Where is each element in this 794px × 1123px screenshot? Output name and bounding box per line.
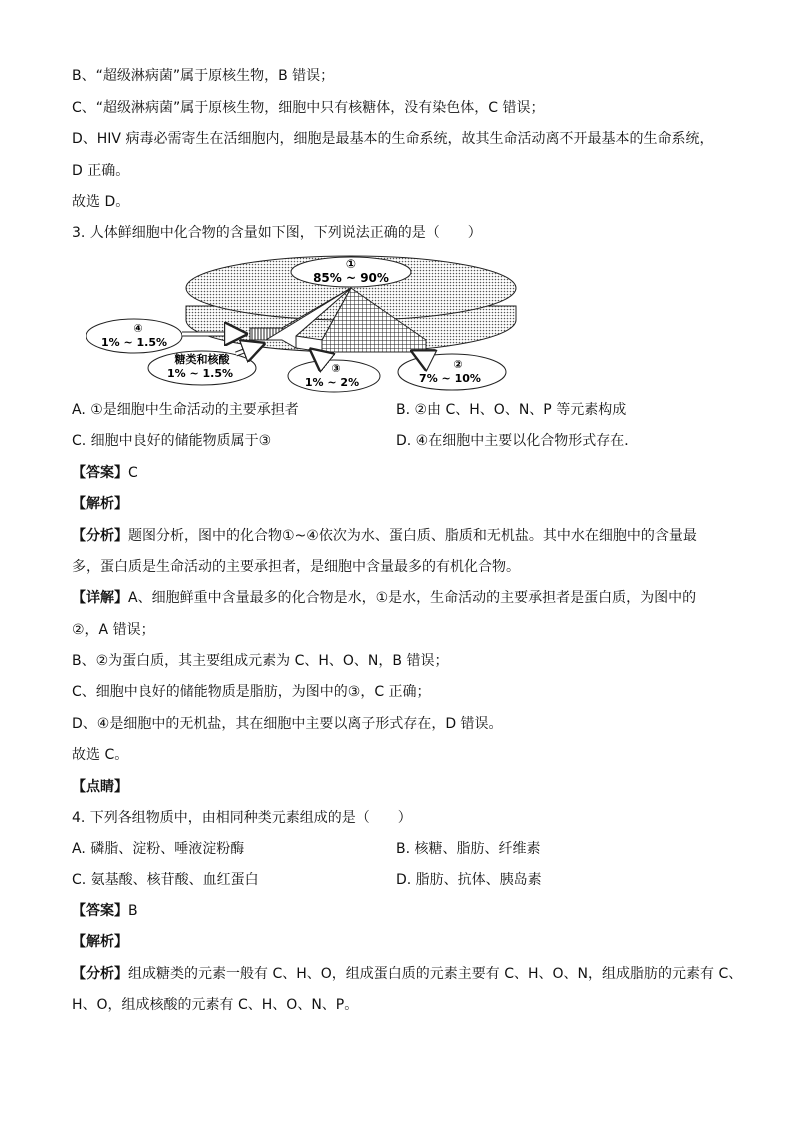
intro-line-d1: D、HIV 病毒必需寄生在活细胞内，细胞是最基本的生命系统，故其生命活动离不开最基本的生命系统，	[72, 131, 714, 147]
q4-answer-value: B	[128, 903, 138, 919]
label-2-mark: ②	[453, 358, 463, 371]
q4-option-d: D. 脂肪、抗体、胰岛素	[396, 872, 542, 888]
q3-option-b: B. ②由 C、H、O、N、P 等元素构成	[396, 402, 627, 418]
q3-fenxi-2: 多，蛋白质是生命活动的主要承担者，是细胞中含量最多的有机化合物。	[72, 559, 520, 575]
q3-analysis-label: 【解析】	[72, 496, 128, 512]
q4-option-a: A. 磷脂、淀粉、唾液淀粉酶	[72, 841, 245, 857]
label-4-range: 1% ~ 1.5%	[100, 336, 168, 349]
q4-fenxi-1	[72, 964, 742, 984]
q3-c-line: C、细胞中良好的储能物质是脂肪，为图中的③，C 正确；	[72, 684, 431, 700]
q3-option-a: A. ①是细胞中生命活动的主要承担者	[72, 402, 299, 418]
label-sugar-range: 1% ~ 1.5%	[166, 367, 234, 380]
label-4-mark: ④	[133, 322, 143, 335]
q4-answer	[72, 901, 138, 921]
q3-answer-label: 【答案】	[72, 465, 128, 481]
intro-choose: 故选 D。	[72, 194, 130, 210]
label-1-mark: ①	[345, 257, 357, 271]
intro-line-d2: D 正确。	[72, 163, 130, 179]
q4-fenxi-2: H、O，组成核酸的元素有 C、H、O、N、P。	[72, 997, 359, 1013]
label-sugar-name: 糖类和核酸	[174, 353, 230, 366]
q3-xiangjie-1	[72, 588, 696, 608]
q3-xiangjie-2: ②，A 错误；	[72, 622, 155, 638]
q3-answer	[72, 463, 138, 483]
q4-stem: 4. 下列各组物质中，由相同种类元素组成的是（ ）	[72, 810, 412, 826]
q4-option-c: C. 氨基酸、核苷酸、血红蛋白	[72, 872, 259, 888]
q4-analysis-label: 【解析】	[72, 934, 128, 950]
intro-line-b: B、“超级淋病菌”属于原核生物，B 错误；	[72, 68, 335, 84]
q4-option-b: B. 核糖、脂肪、纤维素	[396, 841, 541, 857]
q3-dianjing-label: 【点睛】	[72, 779, 128, 795]
pie-figure	[86, 248, 526, 396]
label-2-range: 7% ~ 10%	[419, 372, 481, 385]
q3-stem: 3. 人体鲜细胞中化合物的含量如下图，下列说法正确的是（ ）	[72, 225, 482, 241]
label-3-range: 1% ~ 2%	[304, 376, 360, 389]
q4-answer-label: 【答案】	[72, 903, 128, 919]
q3-b-line: B、②为蛋白质，其主要组成元素为 C、H、O、N，B 错误；	[72, 653, 449, 669]
q3-xiangjie-label: 【详解】	[72, 590, 128, 606]
q4-fenxi-text-1: 组成糖类的元素一般有 C、H、O，组成蛋白质的元素主要有 C、H、O、N，组成脂肪的元素有 C、	[128, 966, 743, 982]
q3-fenxi-1	[72, 526, 697, 546]
q4-fenxi-label: 【分析】	[72, 966, 128, 982]
q3-option-c: C. 细胞中良好的储能物质属于③	[72, 433, 272, 449]
q3-fenxi-label: 【分析】	[72, 528, 128, 544]
q3-d-line: D、④是细胞中的无机盐，其在细胞中主要以离子形式存在，D 错误。	[72, 716, 503, 732]
label-3-mark: ③	[331, 362, 341, 375]
intro-line-c: C、“超级淋病菌”属于原核生物，细胞中只有核糖体，没有染色体，C 错误；	[72, 100, 545, 116]
q3-answer-value: C	[128, 465, 138, 481]
q3-choose: 故选 C。	[72, 747, 129, 763]
q3-xiangjie-text-1: A、细胞鲜重中含量最多的化合物是水，①是水，生命活动的主要承担者是蛋白质，为图中的	[128, 590, 697, 606]
label-1-range: 85% ~ 90%	[313, 271, 389, 285]
q3-fenxi-text-1: 题图分析，图中的化合物①~④依次为水、蛋白质、脂质和无机盐。其中水在细胞中的含量最	[128, 528, 697, 544]
q3-option-d: D. ④在细胞中主要以化合物形式存在．	[396, 433, 639, 449]
